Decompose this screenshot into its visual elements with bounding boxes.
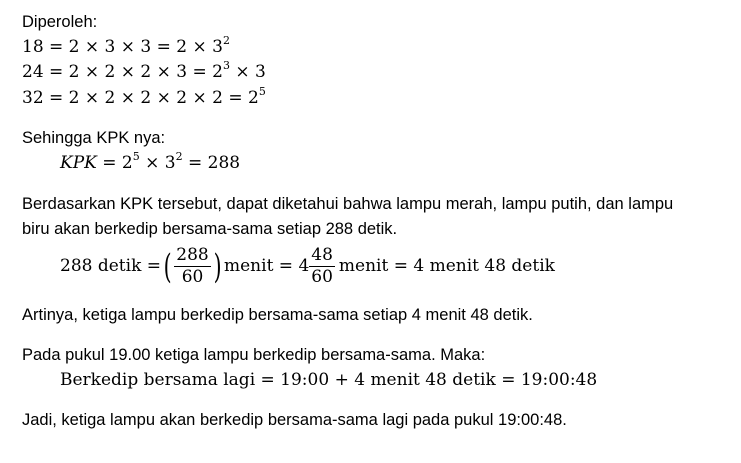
- factorization-24-rest: × 3: [229, 62, 266, 82]
- fraction-2-denominator: 60: [311, 267, 333, 287]
- kpk-equation: [60, 150, 241, 173]
- conversion-mid: menit = 4: [224, 256, 310, 276]
- artinya-text: Artinya, ketiga lampu berkedip bersama-sama setiap 4 menit 48 detik.: [22, 306, 533, 324]
- kpk-exponent-1: 5: [132, 150, 140, 163]
- paragraph-1-line-1: Berdasarkan KPK tersebut, dapat diketahui bahwa lampu merah, lampu putih, dan lampu: [22, 195, 674, 213]
- kpk-exponent-2: 2: [175, 150, 183, 163]
- factorization-24: [22, 59, 266, 82]
- kpk-times: × 3: [139, 153, 176, 173]
- conversion-right: menit = 4 menit 48 detik: [338, 256, 555, 276]
- kpk-result: = 288: [182, 153, 241, 173]
- kpk-heading: Sehingga KPK nya:: [22, 129, 166, 147]
- kpk-label: KPK: [60, 153, 97, 173]
- conclusion-text: Jadi, ketiga lampu akan berkedip bersama-sama lagi pada pukul 19:00:48.: [22, 411, 567, 429]
- factorization-18: [22, 34, 230, 57]
- factorization-32: [22, 85, 266, 108]
- fraction-48-60: [309, 245, 335, 288]
- fraction-288-60: [174, 245, 210, 288]
- paragraph-1-line-2: biru akan berkedip bersama-sama setiap 288 detik.: [22, 220, 398, 238]
- berkedip-equation: Berkedip bersama lagi = 19:00 + 4 menit 48 detik = 19:00:48: [60, 370, 598, 390]
- fraction-2-numerator: 48: [311, 245, 333, 265]
- conversion-equation: [60, 243, 555, 290]
- conversion-left: 288 detik =: [60, 256, 162, 276]
- factorization-32-body: 32 = 2 × 2 × 2 × 2 × 2 = 2: [22, 88, 259, 108]
- factorization-32-exponent: 5: [258, 85, 266, 98]
- kpk-eq: = 2: [96, 153, 133, 173]
- close-paren: ): [213, 246, 222, 287]
- open-paren: (: [163, 246, 172, 287]
- pada-text: Pada pukul 19.00 ketiga lampu berkedip bersama-sama. Maka:: [22, 346, 486, 364]
- fraction-1-denominator: 60: [181, 267, 204, 287]
- factorization-18-exponent: 2: [222, 34, 230, 47]
- intro-text: Diperoleh:: [22, 13, 98, 31]
- fraction-1-numerator: 288: [176, 245, 209, 265]
- factorization-24-exponent: 3: [222, 59, 230, 72]
- factorization-24-body: 24 = 2 × 2 × 2 × 3 = 2: [22, 62, 223, 82]
- factorization-18-body: 18 = 2 × 3 × 3 = 2 × 3: [22, 37, 223, 57]
